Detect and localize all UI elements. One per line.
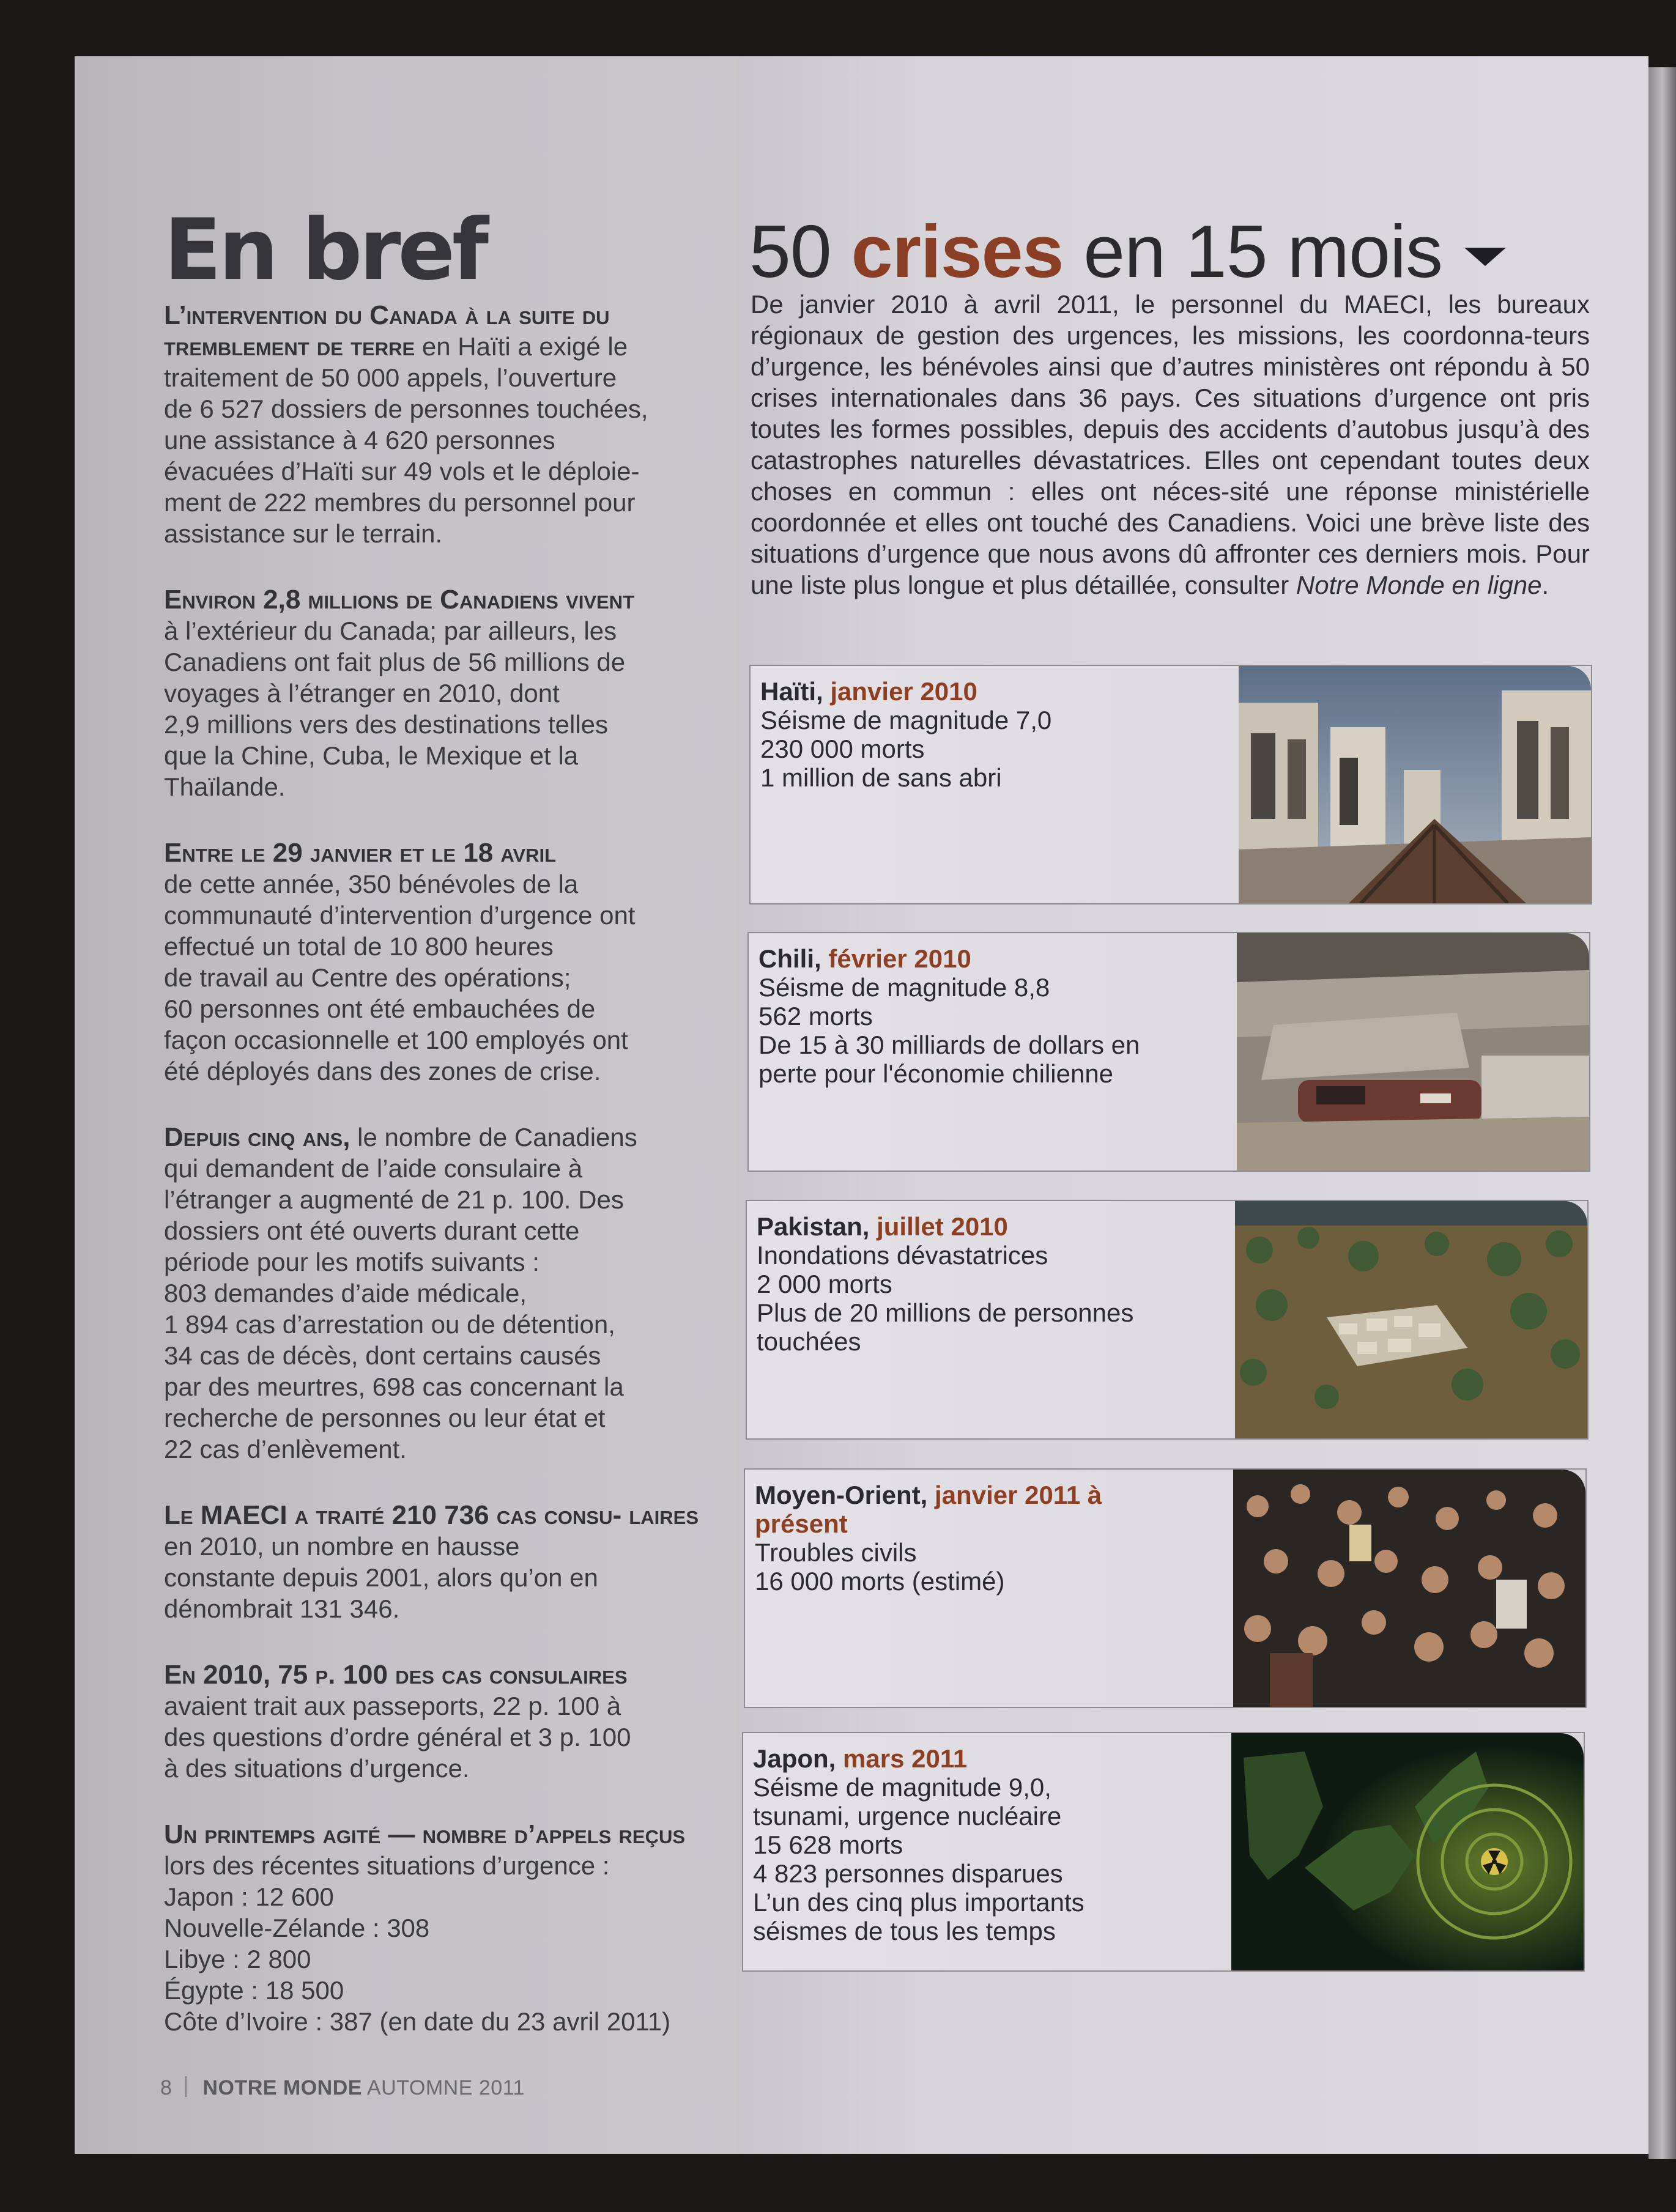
intro-end: .	[1541, 571, 1549, 599]
crisis-line: Troubles civils	[755, 1538, 917, 1567]
brief-text: en Haïti a exigé le	[415, 332, 628, 361]
crisis-line: 562 morts	[758, 1002, 873, 1030]
en-bref-title: En bref	[164, 201, 486, 299]
magazine-name: NOTRE MONDE	[202, 2076, 362, 2099]
brief-line: de 6 527 dossiers de personnes touchées,	[164, 394, 648, 423]
brief-line: Côte d’Ivoire : 387 (en date du 23 avril 2011)	[164, 2007, 671, 2036]
brief-lead: Entre le 29 janvier et le 18 avril	[164, 838, 557, 868]
brief-line: qui demandent de l’aide consulaire à	[164, 1154, 583, 1183]
brief-lead: Un printemps agité — nombre d’appels reçus	[164, 1819, 686, 1849]
crisis-text	[753, 1744, 1218, 1945]
brief-line: dossiers ont été ouverts durant cette	[164, 1216, 580, 1245]
crisis-date: février 2010	[828, 944, 971, 973]
brief-line: que la Chine, Cuba, le Mexique et la	[164, 741, 579, 770]
brief-line: Nouvelle-Zélande : 308	[164, 1914, 430, 1942]
brief-item	[164, 1819, 727, 2037]
brief-line: Japon : 12 600	[164, 1882, 334, 1911]
crisis-line: Séisme de magnitude 8,8	[758, 973, 1050, 1002]
crisis-line: tsunami, urgence nucléaire	[753, 1802, 1062, 1830]
crisis-text	[760, 677, 1225, 792]
crisis-date: mars 2011	[843, 1744, 968, 1773]
brief-line: une assistance à 4 620 personnes	[164, 426, 555, 454]
brief-text: le nombre de Canadiens	[350, 1123, 637, 1152]
crisis-text	[758, 944, 1223, 1088]
brief-line: 803 demandes d’aide médicale,	[164, 1279, 527, 1308]
crisis-text	[757, 1212, 1222, 1356]
title-accent: crises	[851, 210, 1064, 293]
pakistan-flood-photo	[1235, 1201, 1587, 1438]
crisis-line: Séisme de magnitude 9,0,	[753, 1773, 1051, 1802]
crises-intro	[751, 289, 1590, 601]
brief-line: traitement de 50 000 appels, l’ouverture	[164, 363, 617, 392]
crisis-line: 230 000 morts	[760, 734, 925, 763]
crisis-date: janvier 2011 à présent	[755, 1481, 1102, 1538]
crisis-line: Séisme de magnitude 7,0	[760, 706, 1052, 734]
brief-item	[164, 837, 727, 1087]
crisis-date: janvier 2010	[830, 677, 977, 706]
intro-text: De janvier 2010 à avril 2011, le personnel du MAECI, les bureaux régionaux de gestion des urgences, les missions, les coordonna-teurs d’urgence, les bénévoles ainsi que d’autres ministères ont répondu à 50 crises internationales dans 36 pays. Ces situations d’urgence ont pris toutes les formes possibles, depuis des accidents d’autobus jusqu’à des catastrophes naturelles dévastatrices. Elles ont cependant toutes deux choses en commun : elles ont néces-sité une réponse ministérielle coordonnée et elles ont touché des Canadiens. Voici une brève liste des situations d’urgence que nous avons dû affronter ces derniers mois. Pour une liste plus longue et plus détaillée, consulter	[751, 290, 1590, 599]
brief-line: façon occasionnelle et 100 employés ont	[164, 1026, 628, 1054]
dropdown-triangle-icon	[1464, 248, 1506, 266]
brief-text: lors des récentes situations d’urgence :	[164, 1851, 610, 1880]
crisis-line: L’un des cinq plus importants	[753, 1888, 1085, 1917]
crisis-country: Japon,	[753, 1744, 836, 1773]
middle-east-crowd-photo	[1233, 1470, 1585, 1707]
brief-line: de travail au Centre des opérations;	[164, 963, 571, 992]
brief-lead: Depuis cinq ans,	[164, 1122, 350, 1152]
crisis-card-haiti	[749, 665, 1592, 904]
brief-item	[164, 300, 727, 549]
brief-line: Libye : 2 800	[164, 1945, 311, 1973]
crisis-line: touchées	[757, 1327, 861, 1356]
brief-line: communauté d’intervention d’urgence ont	[164, 901, 636, 930]
crisis-card-pakistan	[746, 1200, 1589, 1440]
crisis-line: Plus de 20 millions de personnes	[757, 1298, 1134, 1327]
crises-title	[749, 210, 1506, 293]
brief-line: voyages à l’étranger en 2010, dont	[164, 679, 560, 708]
crisis-card-japon	[742, 1732, 1585, 1972]
brief-line: des questions d’ordre général et 3 p. 100	[164, 1723, 631, 1751]
crisis-country: Haïti,	[760, 677, 823, 706]
crisis-card-chili	[747, 932, 1590, 1172]
brief-lead: En 2010, 75 p. 100 des cas consulaires	[164, 1660, 628, 1690]
brief-line: assistance sur le terrain.	[164, 519, 443, 548]
haiti-ruins-photo	[1239, 666, 1591, 903]
crisis-line: 15 628 morts	[753, 1830, 903, 1859]
crisis-line: 16 000 morts (estimé)	[755, 1567, 1005, 1596]
brief-text: en 2010, un nombre en hausse	[164, 1532, 520, 1561]
brief-line: été déployés dans des zones de crise.	[164, 1057, 601, 1086]
brief-item	[164, 1659, 727, 1784]
brief-line: période pour les motifs suivants :	[164, 1248, 540, 1276]
crisis-line: 1 million de sans abri	[760, 763, 1002, 792]
crisis-date: juillet 2010	[877, 1212, 1008, 1241]
brief-line: recherche de personnes ou leur état et	[164, 1404, 606, 1432]
crisis-text	[755, 1481, 1183, 1596]
brief-line: à des situations d’urgence.	[164, 1754, 470, 1783]
title-pre: 50	[749, 210, 851, 293]
brief-line: avaient trait aux passeports, 22 p. 100 à	[164, 1692, 621, 1720]
title-post: en 15 mois	[1063, 210, 1443, 293]
issue-label: AUTOMNE 2011	[367, 2076, 525, 2099]
brief-line: 1 894 cas d’arrestation ou de détention,	[164, 1310, 615, 1339]
brief-lead: Le MAECI a traité 210 736 cas consu- laires	[164, 1500, 699, 1530]
page-footer	[160, 2076, 525, 2100]
japan-map-photo	[1231, 1733, 1584, 1970]
brief-item	[164, 1500, 727, 1624]
chili-rubble-photo	[1237, 933, 1589, 1171]
brief-line: 2,9 millions vers des destinations telles	[164, 710, 609, 739]
crisis-country: Chili,	[758, 944, 821, 973]
brief-item	[164, 1122, 727, 1465]
brief-lead: Environ 2,8 millions de Canadiens vivent	[164, 585, 635, 615]
brief-line: constante depuis 2001, alors qu’on en	[164, 1563, 598, 1592]
brief-lead: L’intervention du Canada à la suite du tremblement de terre	[164, 300, 610, 361]
next-page-edge	[1648, 67, 1676, 2159]
crisis-line: perte pour l'économie chilienne	[758, 1059, 1114, 1088]
brief-line: effectué un total de 10 800 heures	[164, 932, 554, 961]
brief-line: Canadiens ont fait plus de 56 millions de	[164, 648, 626, 676]
brief-line: l’étranger a augmenté de 21 p. 100. Des	[164, 1185, 624, 1214]
crisis-card-moyen-orient	[744, 1468, 1587, 1708]
brief-line: par des meurtres, 698 cas concernant la	[164, 1372, 624, 1401]
brief-line: dénombrait 131 346.	[164, 1594, 400, 1623]
crisis-line: 4 823 personnes disparues	[753, 1859, 1063, 1888]
crisis-line: 2 000 morts	[757, 1270, 892, 1298]
crisis-line: Inondations dévastatrices	[757, 1241, 1048, 1270]
brief-line: ment de 222 membres du personnel pour	[164, 488, 636, 517]
crisis-country: Pakistan,	[757, 1212, 870, 1241]
brief-line: à l’extérieur du Canada; par ailleurs, les	[164, 616, 617, 645]
brief-line: 60 personnes ont été embauchées de	[164, 994, 596, 1023]
page-number: 8	[160, 2076, 172, 2099]
brief-line: de cette année, 350 bénévoles de la	[164, 870, 579, 898]
intro-emphasis: Notre Monde en ligne	[1296, 571, 1542, 599]
crisis-line: séismes de tous les temps	[753, 1917, 1056, 1945]
crisis-country: Moyen-Orient,	[755, 1481, 928, 1509]
brief-line: Égypte : 18 500	[164, 1976, 344, 2005]
en-bref-column	[164, 201, 727, 2072]
brief-line: 22 cas d’enlèvement.	[164, 1435, 407, 1463]
brief-item	[164, 584, 727, 802]
footer-divider	[185, 2076, 187, 2097]
brief-line: Thaïlande.	[164, 772, 286, 801]
crisis-line: De 15 à 30 milliards de dollars en	[758, 1030, 1140, 1059]
brief-line: 34 cas de décès, dont certains causés	[164, 1341, 601, 1370]
brief-line: évacuées d’Haïti sur 49 vols et le déploie-	[164, 457, 640, 486]
